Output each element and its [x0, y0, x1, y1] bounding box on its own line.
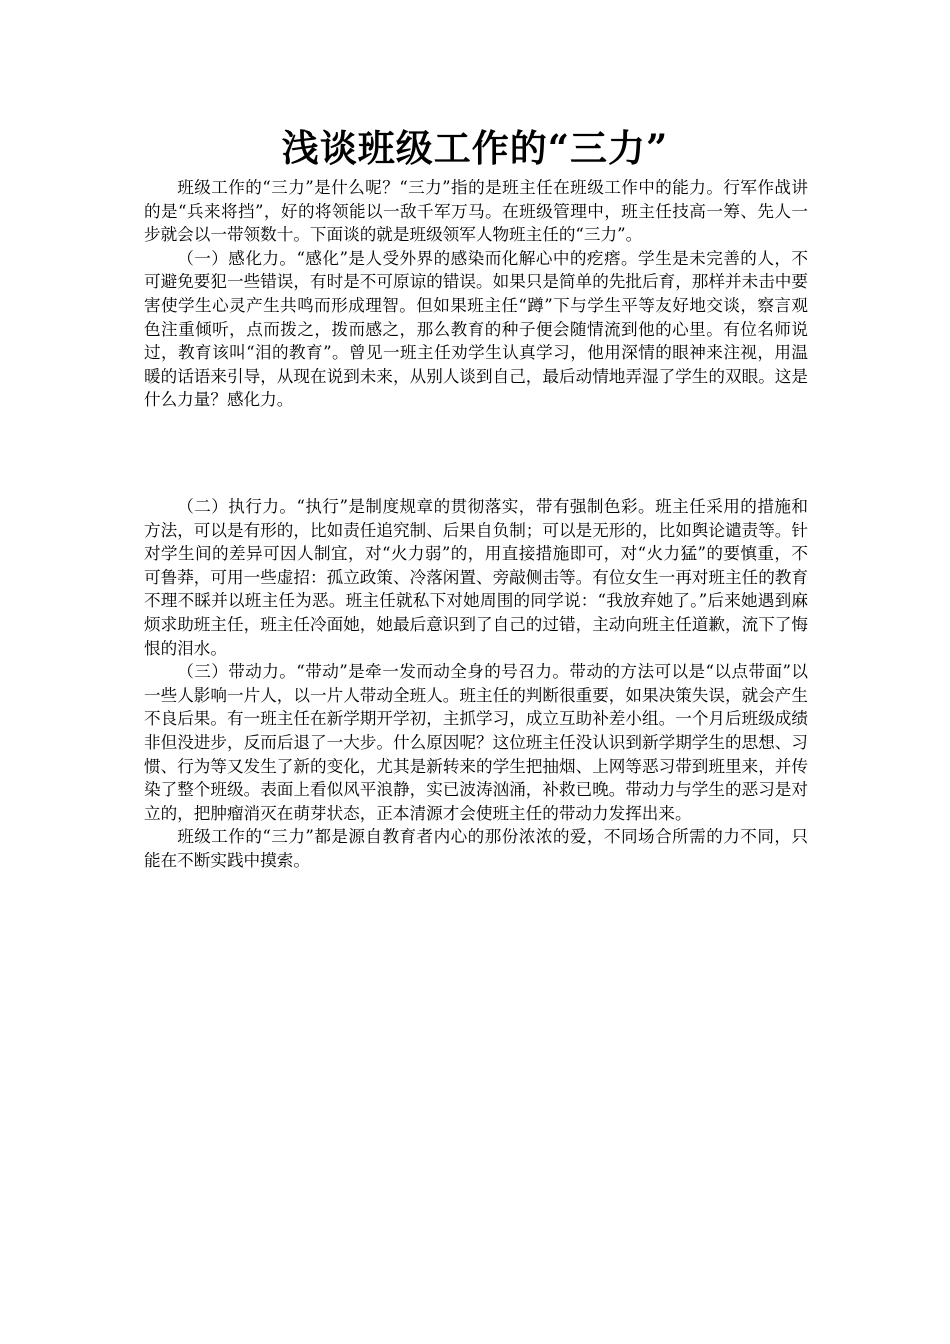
- body-section-intro: [144, 176, 808, 412]
- document-title: 浅谈班级工作的“三力”: [281, 126, 669, 170]
- paragraph-daidong: （三）带动力。“带动”是牵一发而动全身的号召力。带动的方法可以是“以点带面”以一些人影响一片人，以一片人带动全班人。班主任的判断很重要，如果决策失误，就会产生不良后果。有一班主任在新学期开学初，主抓学习，成立互助补差小组。一个月后班级成绩非但没进步，反而后退了一大步。什么原因呢？这位班主任没认识到新学期学生的思想、习惯、行为等又发生了新的变化，尤其是新转来的学生把抽烟、上网等恶习带到班里来，并传染了整个班级。表面上看似风平浪静，实已波涛汹涌，补救已晚。带动力与学生的恶习是对立的，把肿瘤消灭在萌芽状态，正本清源才会使班主任的带动力发挥出来。: [144, 662, 808, 823]
- paragraph-intro: 班级工作的“三力”是什么呢？“三力”指的是班主任在班级工作中的能力。行军作战讲的是“兵来将挡”，好的将领能以一敌千军万马。在班级管理中，班主任技高一筹、先人一步就会以一带领数十。下面谈的就是班级领军人物班主任的“三力”。: [144, 178, 808, 245]
- paragraph-conclusion: 班级工作的“三力”都是源自教育者内心的那份浓浓的爱，不同场合所需的力不同，只能在不断实践中摸索。: [144, 827, 808, 870]
- paragraph-zhixing: （二）执行力。“执行”是制度规章的贯彻落实，带有强制色彩。班主任采用的措施和方法，可以是有形的，比如责任追究制、后果自负制；可以是无形的，比如舆论谴责等。针对学生间的差异可因人制宜，对“火力弱”的，用直接措施即可，对“火力猛”的要慎重，不可鲁莽，可用一些虚招：孤立政策、冷落闲置、旁敲侧击等。有位女生一再对班主任的教育不理不睬并以班主任为恶。班主任就私下对她周围的同学说：“我放弃她了。”后来她遇到麻烦求助班主任，班主任冷面她，她最后意识到了自己的过错，主动向班主任道歉，流下了悔恨的泪水。: [144, 497, 808, 658]
- body-section-main: [144, 495, 808, 873]
- paragraph-ganhua: （一）感化力。“感化”是人受外界的感染而化解心中的疙瘩。学生是未完善的人，不可避免要犯一些错误，有时是不可原谅的错误。如果只是简单的先批后育，那样并未击中要害使学生心灵产生共鸣而形成理智。但如果班主任“蹲”下与学生平等友好地交谈，察言观色注重倾听，点而拨之，拨而感之，那么教育的种子便会随情流到他的心里。有位名师说过，教育该叫“泪的教育”。曾见一班主任劝学生认真学习，他用深情的眼神来注视，用温暖的话语来引导，从现在说到未来，从别人谈到自己，最后动情地弄湿了学生的双眼。这是什么力量？感化力。: [144, 248, 808, 410]
